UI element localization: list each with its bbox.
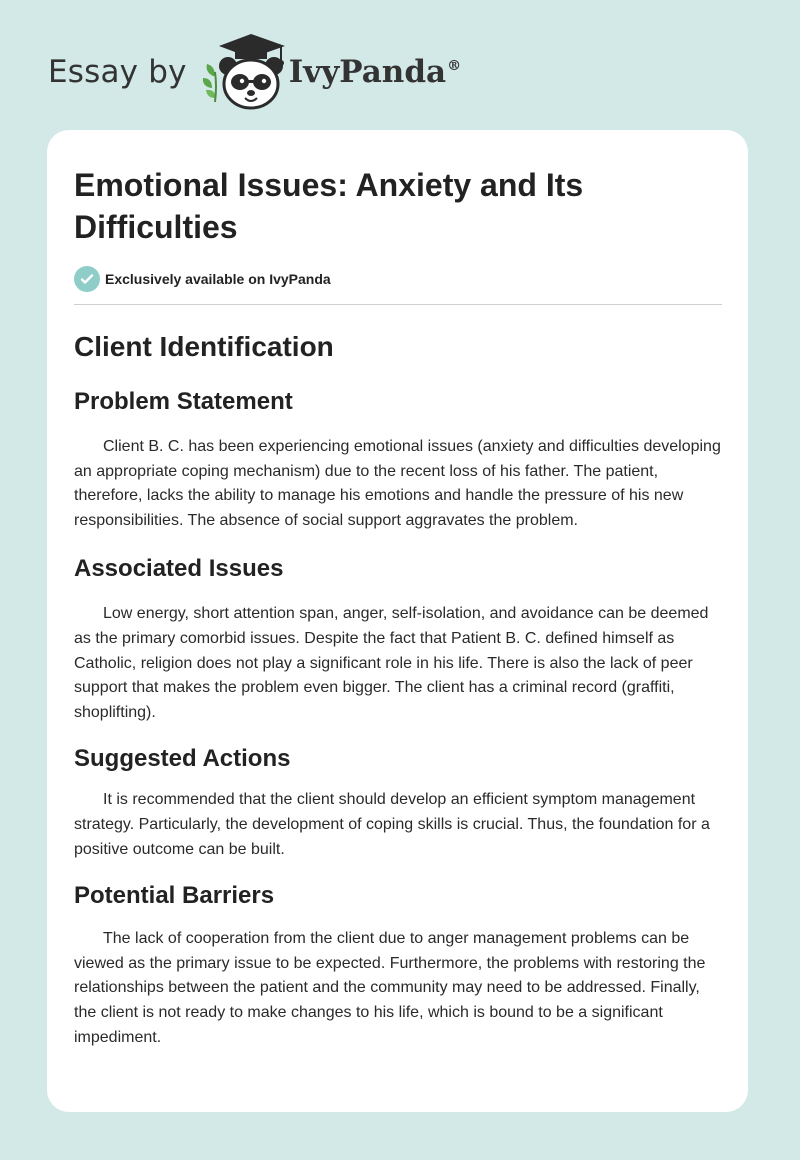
subsection-heading-associated-issues: Associated Issues	[74, 555, 284, 583]
paragraph-problem-statement: Client B. C. has been experiencing emotional issues (anxiety and difficulties developing an appropriate coping mechanism) due to the recent loss of his father. The patient, therefore, lacks the ability to manage his emotions and handle the pressure of his new responsibilities. The absence of social support aggravates the problem.	[74, 438, 721, 529]
brand-prefix: Essay by	[48, 54, 187, 90]
exclusive-label: Exclusively available on IvyPanda	[105, 271, 331, 287]
essay-card	[47, 130, 748, 1112]
panda-graduate-icon	[201, 32, 293, 112]
registered-mark: ®	[447, 58, 462, 74]
exclusive-badge	[74, 266, 722, 292]
brand-name: IvyPanda®	[288, 54, 462, 90]
subsection-heading-problem-statement: Problem Statement	[74, 388, 293, 415]
site-brand[interactable]	[48, 32, 461, 112]
check-circle-icon	[74, 266, 100, 292]
paragraph-potential-barriers: The lack of cooperation from the client due to anger management problems can be viewed as the primary issue to be expected. Furthermore, the problems with restoring the relationships between the patient and the community may need to be addressed. Finally, the client is not ready to make changes to his life, which is bound to be a significant impediment.	[74, 930, 706, 1046]
paragraph-associated-issues: Low energy, short attention span, anger, self-isolation, and avoidance can be deemed as the primary comorbid issues. Despite the fact that Patient B. C. defined himself as Catholic, religion does not play a significant role in his life. There is also the lack of peer support that makes the problem even bigger. The client has a criminal record (graffiti, shoplifting).	[74, 605, 709, 721]
paragraph-suggested-actions: It is recommended that the client should develop an efficient symptom management strategy. Particularly, the development of coping skills is crucial. Thus, the foundation for a positive outcome can be built.	[74, 791, 710, 858]
title-divider	[74, 304, 722, 305]
subsection-heading-potential-barriers: Potential Barriers	[74, 882, 275, 910]
essay-title: Emotional Issues: Anxiety and Its Difficulties	[74, 167, 584, 245]
subsection-heading-suggested-actions: Suggested Actions	[74, 745, 291, 773]
section-heading: Client Identification	[74, 331, 334, 362]
